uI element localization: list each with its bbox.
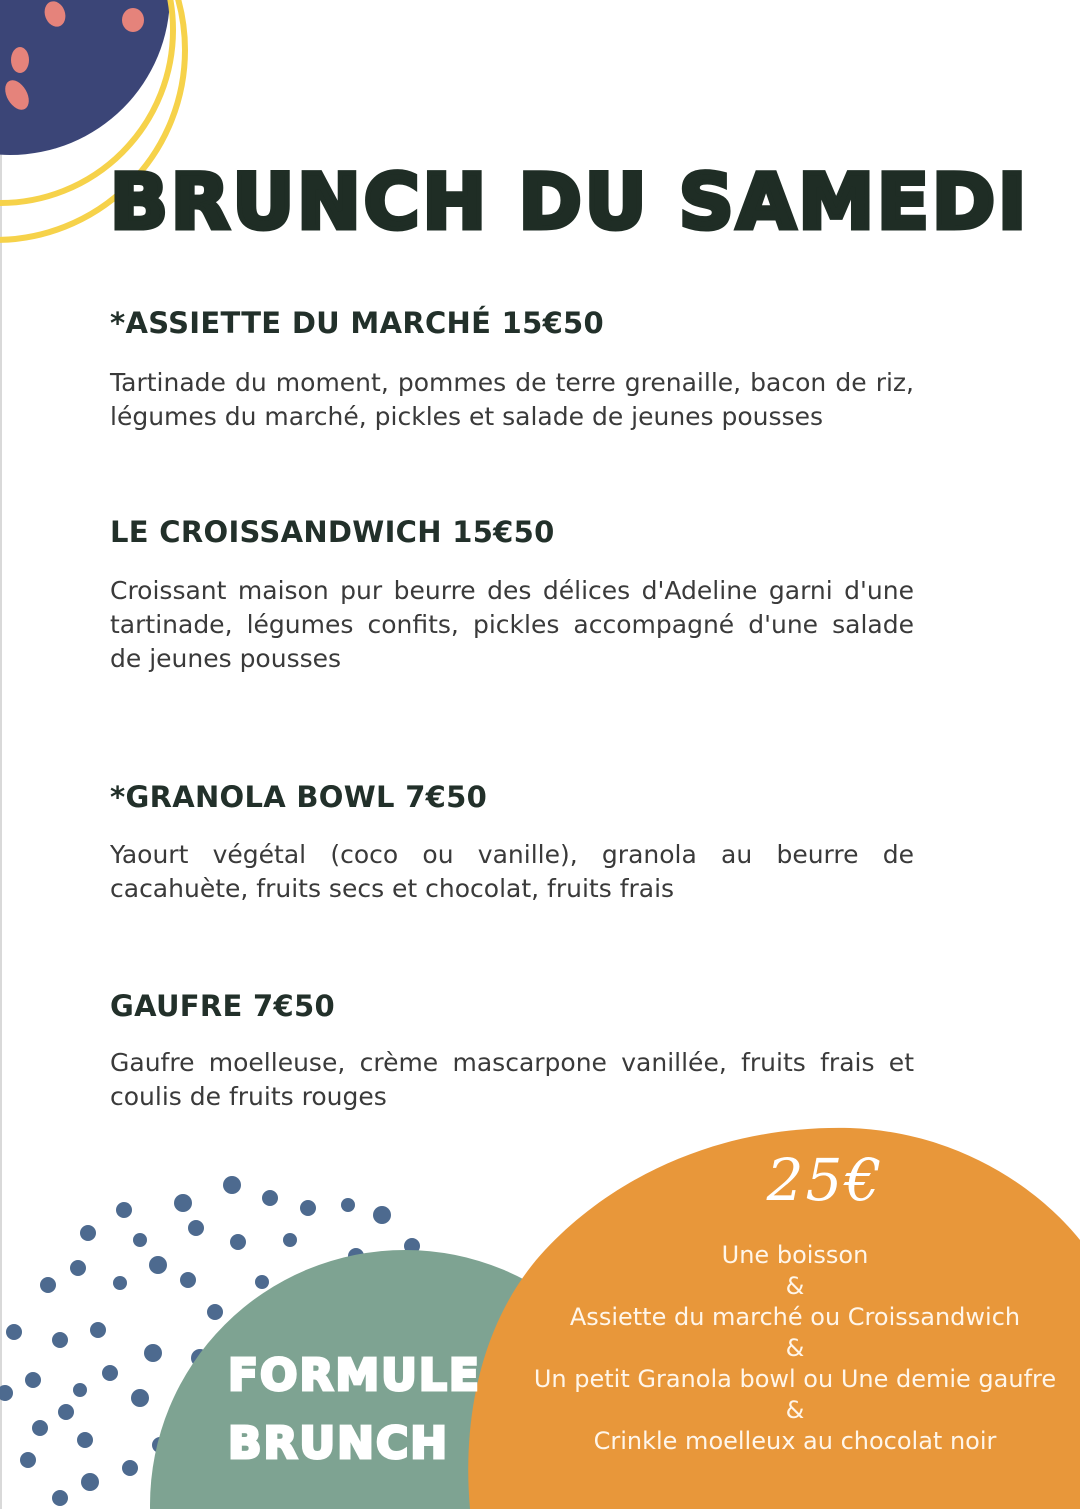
formula-contents xyxy=(510,1240,1080,1457)
item-description-granola: Yaourt végétal (coco ou vanille), granola au beurre de cacahuète, fruits secs et chocolat, fruits frais xyxy=(110,840,914,903)
decorative-dot xyxy=(25,1372,41,1388)
decorative-dot xyxy=(133,1233,147,1247)
formula-separator: & xyxy=(785,1272,805,1300)
formula-separator: & xyxy=(785,1334,805,1362)
decorative-dot xyxy=(207,1304,223,1320)
decorative-dot xyxy=(188,1220,204,1236)
decorative-dot xyxy=(40,1277,56,1293)
formula-label-line2: BRUNCH xyxy=(228,1418,450,1469)
decorative-dot xyxy=(0,1385,13,1401)
decorative-dot xyxy=(373,1206,391,1224)
menu-title: BRUNCH DU SAMEDI xyxy=(110,157,1030,246)
decorative-dot xyxy=(116,1202,132,1218)
decorative-dot xyxy=(174,1194,192,1212)
decorative-dot xyxy=(113,1276,127,1290)
decorative-dot xyxy=(52,1332,68,1348)
item-description-croissandwich: Croissant maison pur beurre des délices d'Adeline garni d'une tartinade, légumes confits, pickles accompagné d'une salade de jeunes pousses xyxy=(110,576,914,673)
formula-separator: & xyxy=(785,1396,805,1424)
item-description-assiette: Tartinade du moment, pommes de terre grenaille, bacon de riz, légumes du marché, pickles et salade de jeunes pousses xyxy=(110,368,914,431)
decorative-dot xyxy=(300,1200,316,1216)
decorative-dot xyxy=(52,1490,68,1506)
item-description-gaufre: Gaufre moelleuse, crème mascarpone vanillée, fruits frais et coulis de fruits rouges xyxy=(110,1048,914,1111)
formula-line: Un petit Granola bowl ou Une demie gaufre xyxy=(533,1365,1057,1393)
item-title-granola: *GRANOLA BOWL 7€50 xyxy=(110,780,488,814)
formula-price: 25€ xyxy=(766,1146,884,1214)
decorative-dot xyxy=(122,1460,138,1476)
decorative-dot xyxy=(341,1198,355,1212)
decorative-dot xyxy=(90,1322,106,1338)
decorative-dot xyxy=(32,1420,48,1436)
formula-label xyxy=(228,1342,481,1478)
decorative-dot xyxy=(223,1176,241,1194)
decorative-dot xyxy=(81,1473,99,1491)
decorative-dot xyxy=(6,1324,22,1340)
decorative-dot xyxy=(149,1256,167,1274)
decorative-dot xyxy=(70,1260,86,1276)
decorative-dot xyxy=(73,1383,87,1397)
decorative-dot xyxy=(102,1365,118,1381)
item-title-assiette: *ASSIETTE DU MARCHÉ 15€50 xyxy=(110,306,605,340)
decorative-dot xyxy=(131,1389,149,1407)
decorative-dot xyxy=(283,1233,297,1247)
decorative-dot xyxy=(180,1272,196,1288)
formula-label-line1: FORMULE xyxy=(228,1350,481,1401)
decorative-dot xyxy=(262,1190,278,1206)
formula-line: Crinkle moelleux au chocolat noir xyxy=(593,1427,997,1455)
formula-line: Une boisson xyxy=(721,1241,869,1269)
decorative-dot xyxy=(80,1225,96,1241)
decorative-dot xyxy=(230,1234,246,1250)
decorative-dot xyxy=(58,1404,74,1420)
decorative-dot xyxy=(255,1275,269,1289)
item-title-gaufre: GAUFRE 7€50 xyxy=(110,989,335,1023)
decorative-dot xyxy=(144,1344,162,1362)
item-title-croissandwich: LE CROISSANDWICH 15€50 xyxy=(110,515,555,549)
decorative-dot xyxy=(77,1432,93,1448)
decorative-dot xyxy=(20,1452,36,1468)
formula-line: Assiette du marché ou Croissandwich xyxy=(569,1303,1021,1331)
